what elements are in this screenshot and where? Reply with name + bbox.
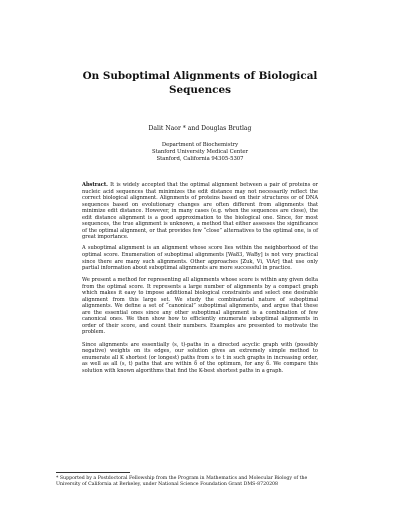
abstract-label: Abstract. xyxy=(82,182,108,188)
body-paragraph: A suboptimal alignment is an alignment whose score lies within the neighborhood of the optimal score. Enumeration of suboptimal alignments [Wa83, WaBy] is not very practical since there are many such alignments. Other approaches [Zuk, Vi, ViAr] that use only partial information about suboptimal alignments are more successful in practice. xyxy=(82,245,318,272)
affiliation-department: Department of Biochemistry xyxy=(161,142,239,148)
abstract-paragraph xyxy=(82,182,318,241)
title-line-1: On Suboptimal Alignments of Biological xyxy=(82,70,318,82)
footnote-rule xyxy=(56,472,130,473)
body-paragraph: We present a method for representing all alignments whose score is within any given delta from the optimal score. It represents a large number of alignments by a compact graph which makes it easy to impose additional biological constraints and select one desirable alignment from this large set. We study the combinatorial nature of suboptimal alignments. We define a set of “canonical” suboptimal alignments, and argue that these are the essential ones since any other suboptimal alignment is a combination of few canonical ones. We then show how to efficiently enumerate suboptimal alignments in order of their score, and count their numbers. Examples are presented to motivate the problem. xyxy=(82,277,318,336)
paragraph-text: It is widely accepted that the optimal alignment between a pair of proteins or nucleic acid sequences that minimizes the edit distance may not necessarily reflect the correct biological alignment. Alignments of proteins based on their structures or of DNA sequences based on evolutionary changes are often different from alignments that minimize edit distance. However, in many cases (e.g. when the sequences are close), the edit distance alignment is a good approximation to the biological one. Since, for most sequences, the true alignment is unknown, a method that either assesses the significance of the optimal alignment, or that provides few “close” alternatives to the optimal one, is of great importance. xyxy=(82,182,318,241)
affiliation-block xyxy=(50,142,350,164)
body-paragraph: Since alignments are essentially (s, t)-paths in a directed acyclic graph with (possibly negative) weights on its edges, our solution gives an extremely simple method to enumerate all K shortest (or longest) paths from s to t in such graphs in increasing order, as well as all (s, t) paths that are within δ of the optimum, for any δ. We compare this solution with known algorithms that find the K-best shortest paths in a graph. xyxy=(82,341,318,374)
title-line-2: Sequences xyxy=(169,84,231,96)
affiliation-institution: Stanford University Medical Center xyxy=(151,149,249,156)
affiliation-location: Stanford, California 94305-5307 xyxy=(156,156,244,163)
paper-title xyxy=(50,69,350,97)
footnote: * Supported by a Postdoctoral Fellowship from the Program in Mathematics and Molecular Biology of the University of California at Berkeley, under National Science Foundation Grant DMS-8720208 xyxy=(56,476,308,487)
author-line: Dalit Naor * and Douglas Brutlag xyxy=(148,125,252,132)
abstract-body xyxy=(82,182,318,380)
